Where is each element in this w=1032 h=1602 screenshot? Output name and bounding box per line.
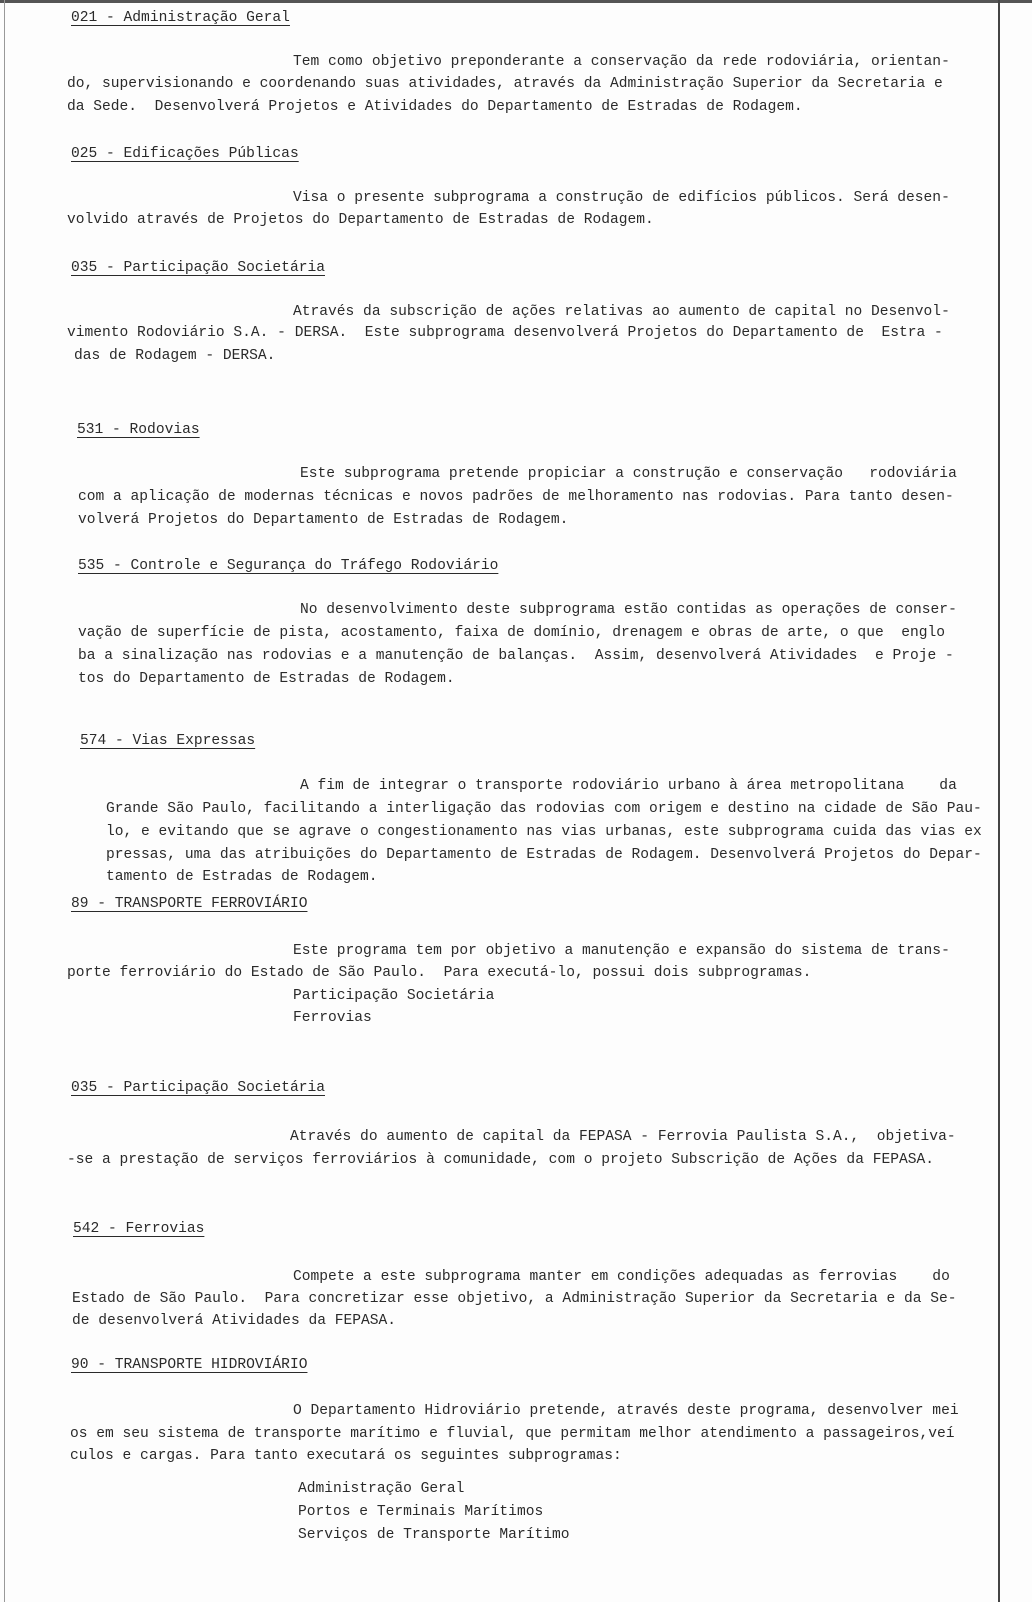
list-item: Portos e Terminais Marítimos xyxy=(298,1504,544,1520)
paragraph-line: vação de superfície de pista, acostamento, faixa de domínio, drenagem e obras de arte, o que englo xyxy=(78,625,946,641)
paragraph-line: A fim de integrar o transporte rodoviário urbano à área metropolitana da xyxy=(300,778,957,794)
left-scan-edge xyxy=(4,0,5,1602)
paragraph-line: Através da subscrição de ações relativas ao aumento de capital no Desenvol- xyxy=(293,304,950,320)
list-item: Administração Geral xyxy=(298,1481,465,1497)
paragraph-line: das de Rodagem - DERSA. xyxy=(74,348,276,364)
program-heading: 90 - TRANSPORTE HIDROVIÁRIO xyxy=(71,1357,308,1373)
paragraph-line: Estado de São Paulo. Para concretizar esse objetivo, a Administração Superior da Secretaria e da Se- xyxy=(72,1291,957,1307)
paragraph-line: vimento Rodoviário S.A. - DERSA. Este subprograma desenvolverá Projetos do Departamento de Estra - xyxy=(67,325,943,341)
section-heading: 035 - Participação Societária xyxy=(71,260,325,276)
section-heading: 542 - Ferrovias xyxy=(73,1221,205,1237)
paragraph-line: Através do aumento de capital da FEPASA - Ferrovia Paulista S.A., objetiva- xyxy=(290,1129,956,1145)
section-heading: 021 - Administração Geral xyxy=(71,10,290,26)
paragraph-line: porte ferroviário do Estado de São Paulo. Para executá-lo, possui dois subprogramas. xyxy=(67,965,812,981)
section-heading: 035 - Participação Societária xyxy=(71,1080,325,1096)
paragraph-line: Visa o presente subprograma a construção de edifícios públicos. Será desen- xyxy=(293,190,950,206)
paragraph-line: volvido através de Projetos do Departamento de Estradas de Rodagem. xyxy=(67,212,654,228)
paragraph-line: Este subprograma pretende propiciar a construção e conservação rodoviária xyxy=(300,466,957,482)
paragraph-line: pressas, uma das atribuições do Departamento de Estradas de Rodagem. Desenvolverá Projetos do Depar- xyxy=(106,847,982,863)
paragraph-line: volverá Projetos do Departamento de Estradas de Rodagem. xyxy=(78,512,569,528)
paragraph-line: ba a sinalização nas rodovias e a manutenção de balanças. Assim, desenvolverá Atividades e Proje - xyxy=(78,648,954,664)
paragraph-line: do, supervisionando e coordenando suas atividades, através da Administração Superior da Secretaria e xyxy=(67,76,943,92)
paragraph-line: Este programa tem por objetivo a manutenção e expansão do sistema de trans- xyxy=(293,943,950,959)
paragraph-line: os em seu sistema de transporte marítimo e fluvial, que permitam melhor atendimento a passageiros,veí xyxy=(70,1426,955,1442)
list-item: Participação Societária xyxy=(293,988,495,1004)
paragraph-line: da Sede. Desenvolverá Projetos e Atividades do Departamento de Estradas de Rodagem. xyxy=(67,99,803,115)
paragraph-line: Tem como objetivo preponderante a conservação da rede rodoviária, orientan- xyxy=(293,54,950,70)
section-heading: 535 - Controle e Segurança do Tráfego Rodoviário xyxy=(78,558,499,574)
paragraph-line: -se a prestação de serviços ferroviários à comunidade, com o projeto Subscrição de Ações da FEPASA. xyxy=(67,1152,935,1168)
paragraph-line: Compete a este subprograma manter em condições adequadas as ferrovias do xyxy=(293,1269,950,1285)
list-item: Ferrovias xyxy=(293,1010,372,1026)
paragraph-line: Grande São Paulo, facilitando a interligação das rodovias com origem e destino na cidade de São Pau- xyxy=(106,801,982,817)
paragraph-line: tos do Departamento de Estradas de Rodagem. xyxy=(78,671,455,687)
top-scan-edge xyxy=(0,0,1032,3)
program-heading: 89 - TRANSPORTE FERROVIÁRIO xyxy=(71,896,308,912)
section-heading: 025 - Edificações Públicas xyxy=(71,146,299,162)
paragraph-line: tamento de Estradas de Rodagem. xyxy=(106,869,378,885)
right-margin-line xyxy=(998,0,1000,1602)
list-item: Serviços de Transporte Marítimo xyxy=(298,1527,570,1543)
paragraph-line: lo, e evitando que se agrave o congestionamento nas vias urbanas, este subprograma cuida das vias ex xyxy=(106,824,982,840)
section-heading: 531 - Rodovias xyxy=(77,422,200,438)
paragraph-line: com a aplicação de modernas técnicas e novos padrões de melhoramento nas rodovias. Para tanto desen- xyxy=(78,489,954,505)
section-heading: 574 - Vias Expressas xyxy=(80,733,256,749)
paragraph-line: No desenvolvimento deste subprograma estão contidas as operações de conser- xyxy=(300,602,957,618)
paragraph-line: culos e cargas. Para tanto executará os seguintes subprogramas: xyxy=(70,1448,622,1464)
paragraph-line: de desenvolverá Atividades da FEPASA. xyxy=(72,1313,397,1329)
paragraph-line: O Departamento Hidroviário pretende, através deste programa, desenvolver mei xyxy=(293,1403,959,1419)
